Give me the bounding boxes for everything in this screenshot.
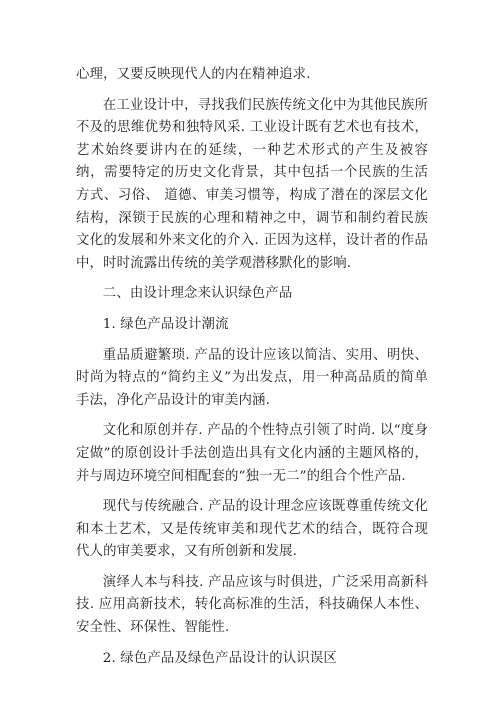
paragraph-gap (76, 564, 428, 572)
paragraph-humanism-tech: 演绎人本与科技. 产品应该与时俱进，广泛采用高新科技. 应用高新技术，转化高标准的生活，科技确保人本性、安全性、环保性、智能性. (76, 574, 428, 636)
paragraph-gap (76, 275, 428, 283)
paragraph-gap (76, 412, 428, 420)
paragraph-gap (76, 306, 428, 314)
paragraph-gap (76, 337, 428, 345)
document-body (76, 64, 428, 670)
paragraph-culture: 文化和原创并存. 产品的个性特点引领了时尚. 以“度身定做”的原创设计手法创造出具有文化内涵的主题风格的，并与周边环境空间相配套的“独一无二”的组合个性产品. (76, 423, 428, 484)
paragraph-gap (76, 640, 428, 648)
section-heading: 二、由设计理念来认识绿色产品 (102, 286, 293, 302)
paragraph-gap (76, 488, 428, 496)
paragraph-quality: 重品质避繁琐. 产品的设计应该以简洁、实用、明快、时尚为特点的“简约主义”为出发点，用一种高品质的简单手法，净化产品设计的审美内涵. (76, 347, 428, 408)
paragraph-industrial-design: 在工业设计中，寻找我们民族传统文化中为其他民族所不及的思维优势和独特风采. 工业设计既有艺术也有技术，艺术始终要讲内在的延续，一种艺术形式的产生及被容纳，需要特定的历史文化背景，其中包括一个民族的生活方式、习俗、 道德、审美习惯等，构成了潜在的深层文化结构，深锁于民族的心理和精神之中，调节和制约着民族文化的发展和外来文化的介入. 正因为这样，设计者的作品中，时时流露出传统的美学观潜移默化的影响. (76, 97, 428, 271)
paragraph-gap (76, 87, 428, 95)
paragraph-modern-traditional: 现代与传统融合. 产品的设计理念应该既尊重传统文化和本土艺术，又是传统审美和现代艺术的结合，既符合现代人的审美要求，又有所创新和发展. (76, 499, 428, 560)
subsection-heading-2: 2. 绿色产品及绿色产品设计的认识误区 (102, 650, 337, 666)
paragraph-continuation: 心理，又要反映现代人的内在精神追求. (76, 67, 311, 82)
subsection-heading-1: 1. 绿色产品设计潮流 (102, 316, 229, 332)
